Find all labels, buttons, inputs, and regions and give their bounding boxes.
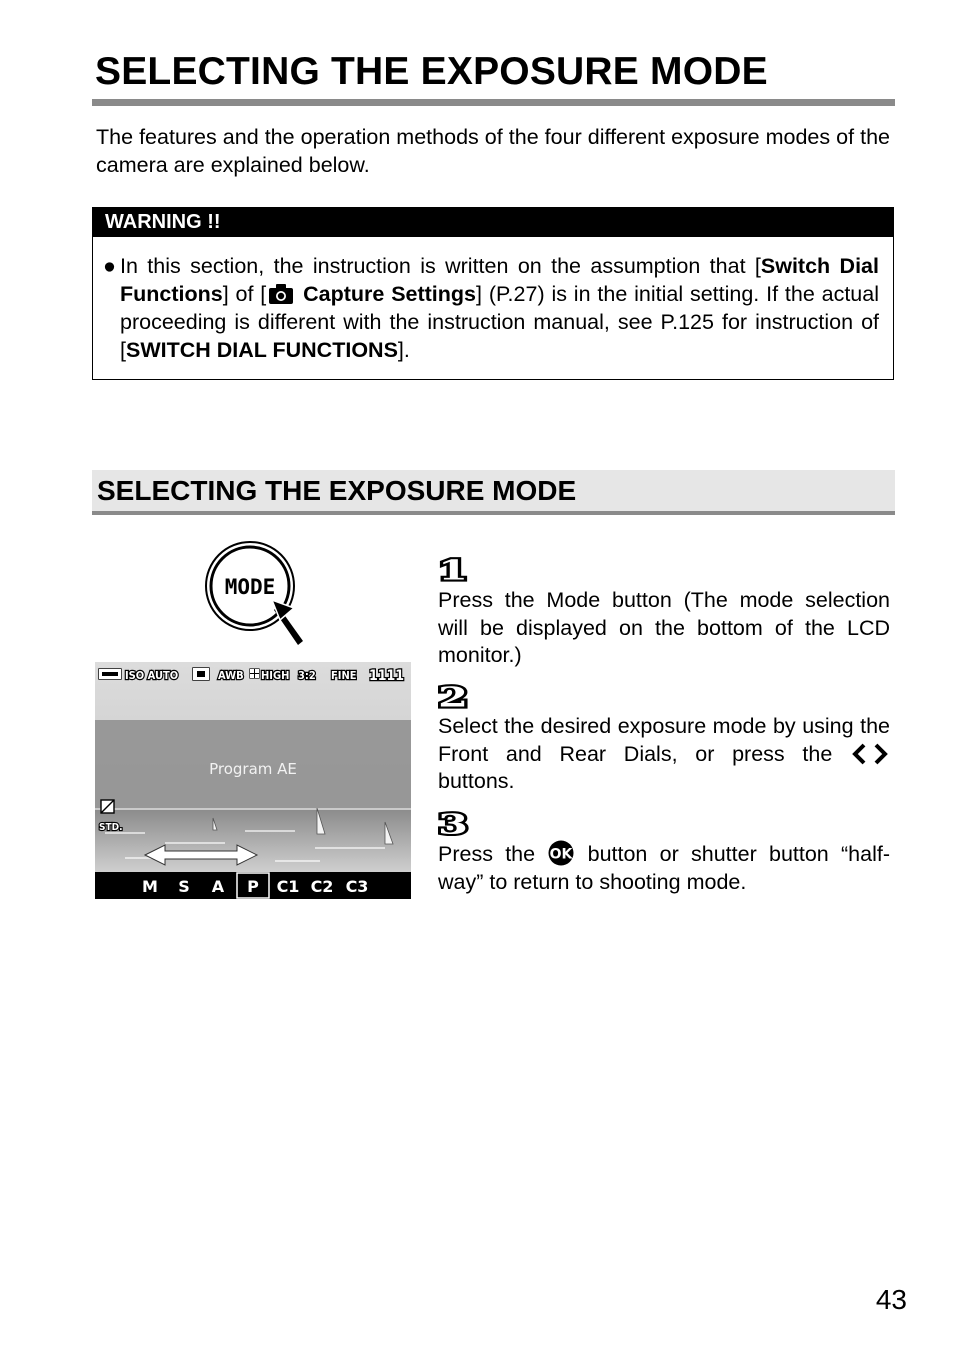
- lcd-screen: [95, 662, 411, 899]
- drive-mode-icon: [193, 668, 209, 680]
- warning-text: In this section, the instruction is written on the assumption that [Switch Dial Functions] of [ Capture Settings] (P.27) is in the initial setting. If the actual proceeding is different with the instruction manual, see P.125 for instruction of [SWITCH DIAL FUNCTIONS].: [120, 254, 879, 362]
- page-number: 43: [875, 1284, 907, 1315]
- aspect-status: 3:2: [298, 669, 316, 682]
- warning-header: WARNING !!: [93, 208, 893, 237]
- iso-status: ISO AUTO: [125, 669, 179, 682]
- page-title: SELECTING THE EXPOSURE MODE: [95, 50, 768, 93]
- step-number-2: [438, 681, 478, 709]
- svg-text:3: 3: [438, 808, 469, 836]
- mode-item-a: A: [211, 877, 225, 896]
- battery-icon: [99, 669, 121, 679]
- wb-status: AWB: [218, 669, 244, 682]
- ok-button-icon: [547, 840, 575, 866]
- warning-body: [103, 252, 879, 364]
- mode-item-c1: C1: [276, 877, 300, 896]
- title-rule: [92, 99, 895, 106]
- mode-button-label: MODE: [224, 575, 276, 599]
- fine-status: FINE: [331, 669, 357, 682]
- mode-button-illustration: [200, 538, 320, 650]
- step-3-text: Press the OK button or shutter button “half-way” to return to shooting mode.: [438, 842, 891, 894]
- step-2-text: Select the desired exposure mode by using the Front and Rear Dials, or press the buttons.: [438, 714, 890, 793]
- image-size-icon: [250, 669, 259, 678]
- exposure-comp-icon: [101, 800, 114, 813]
- left-right-arrow-icon: [850, 742, 890, 766]
- mode-name: Program AE: [209, 760, 297, 778]
- mode-item-p: P: [247, 877, 259, 896]
- bullet-icon: ●: [103, 254, 116, 278]
- step-number-1: [438, 554, 474, 582]
- mode-item-c3: C3: [345, 877, 369, 896]
- warning-box: [92, 207, 894, 380]
- intro-paragraph: The features and the operation methods of the four different exposure modes of the camera are explained below.: [96, 125, 890, 177]
- section-title: SELECTING THE EXPOSURE MODE: [97, 475, 577, 506]
- mode-item-s: S: [178, 877, 190, 896]
- step-number-3: [438, 808, 478, 836]
- pointer-arrow-icon: [272, 600, 303, 645]
- step-1-text: Press the Mode button (The mode selection will be displayed on the bottom of the LCD monitor.): [438, 588, 890, 667]
- svg-text:2: 2: [438, 681, 469, 709]
- svg-text:OK: OK: [549, 846, 573, 863]
- color-mode-label: STD.: [99, 822, 123, 833]
- quality-status: HIGH: [261, 669, 290, 682]
- mode-item-m: M: [142, 877, 158, 896]
- svg-text:1: 1: [438, 554, 469, 582]
- mode-item-c2: C2: [310, 877, 334, 896]
- shot-count: 1111: [369, 668, 405, 684]
- section-rule: [92, 511, 895, 515]
- camera-icon: [268, 283, 294, 305]
